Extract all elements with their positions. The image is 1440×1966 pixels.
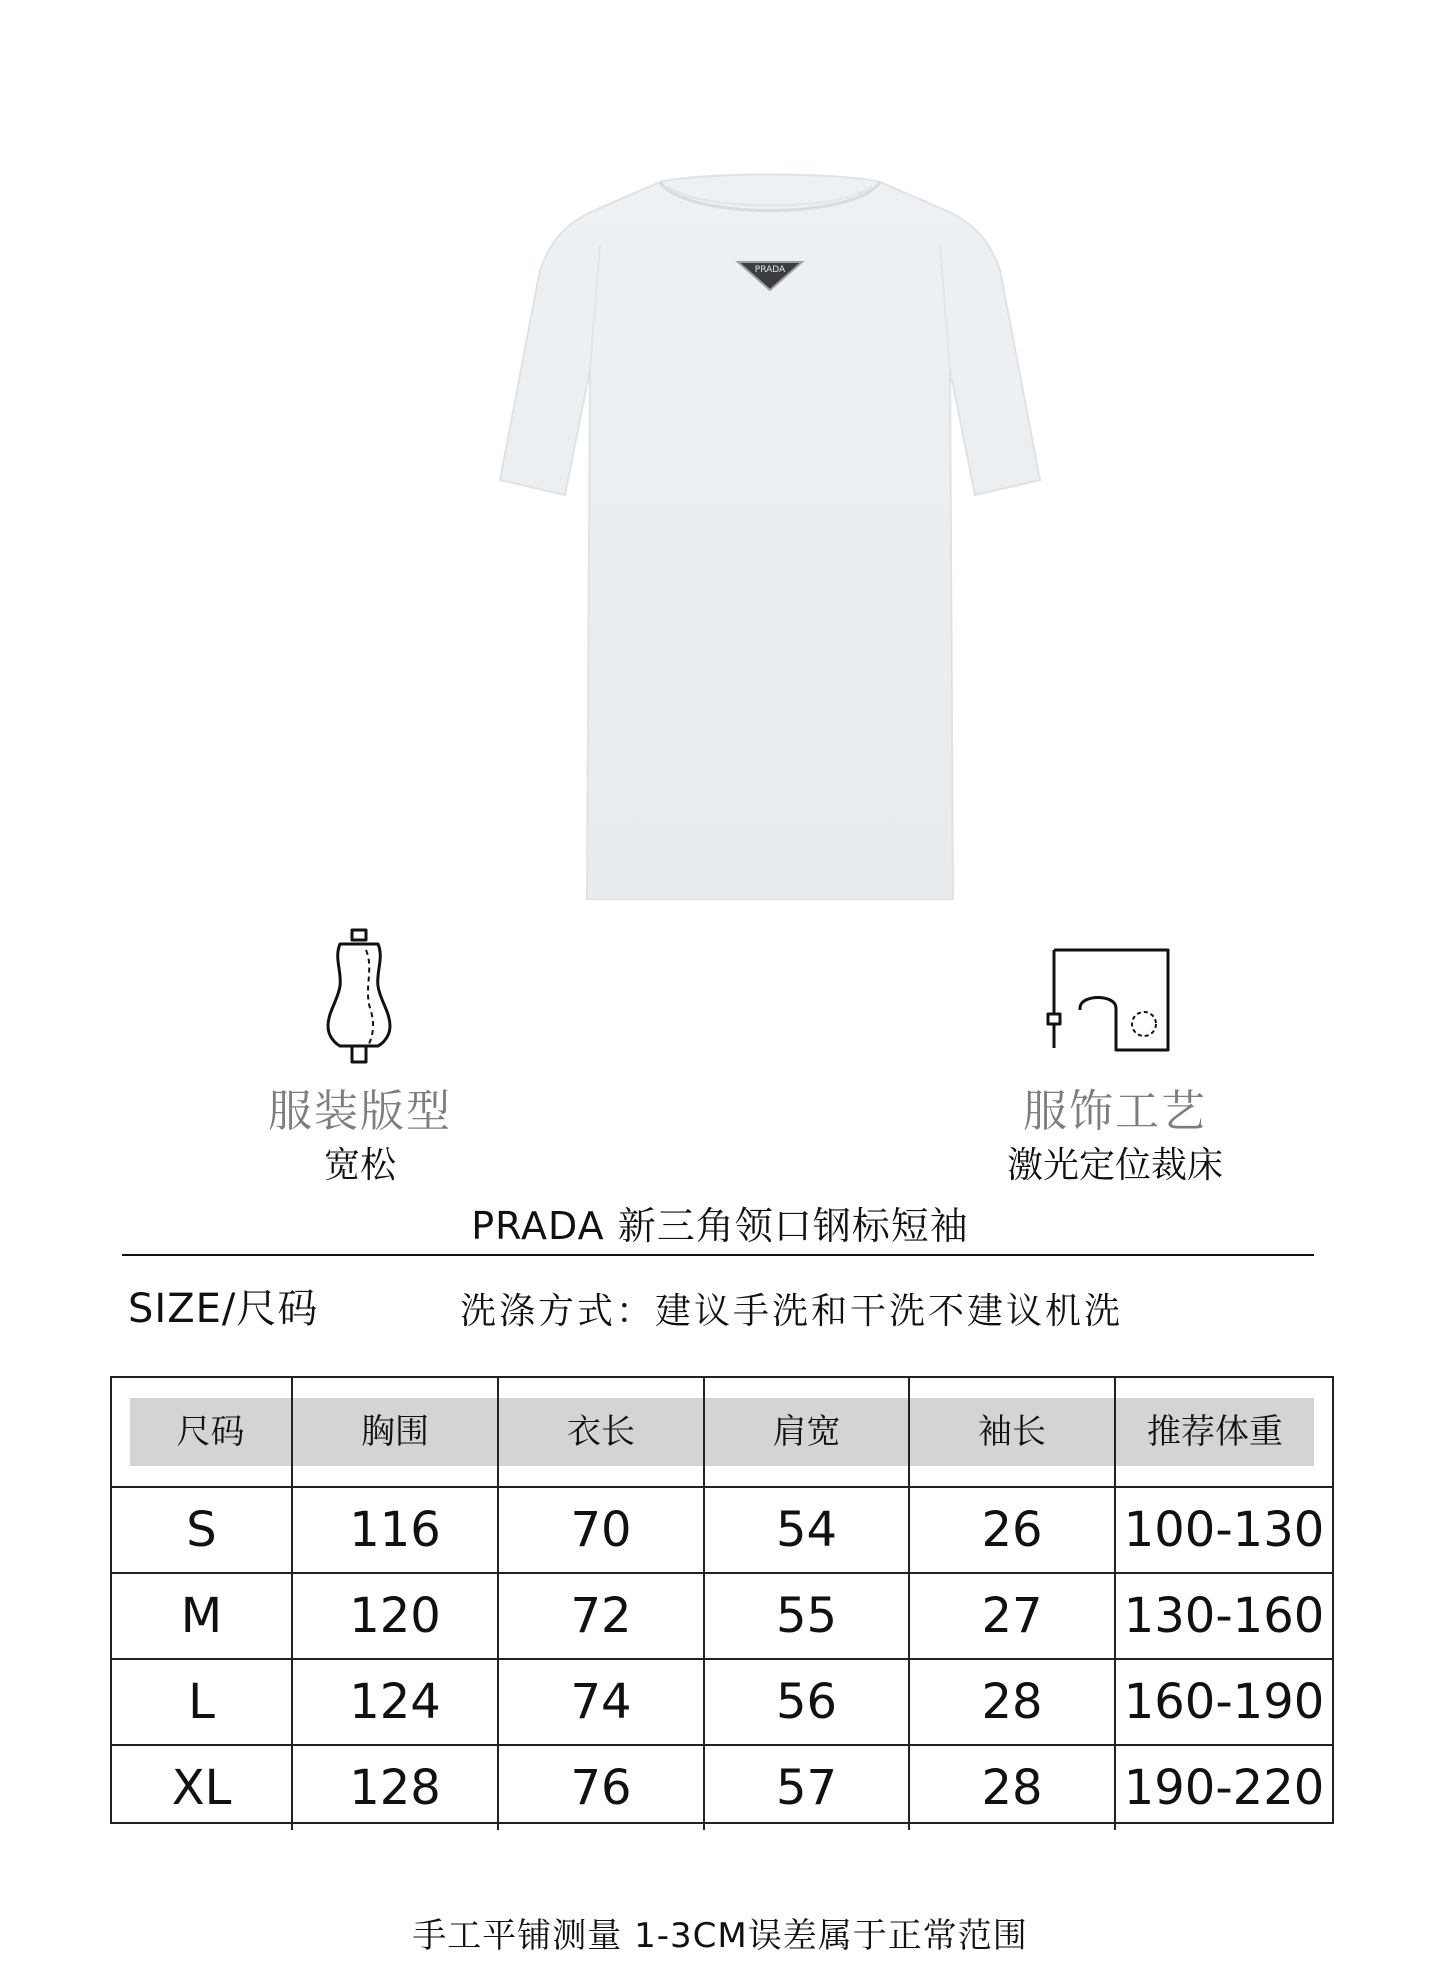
- header-cell: [909, 1378, 1115, 1487]
- header-size: 尺码: [130, 1398, 291, 1466]
- header-length: 衣长: [499, 1398, 703, 1466]
- table-cell: 100-130: [1115, 1487, 1332, 1573]
- table-cell: XL: [112, 1745, 292, 1830]
- table-cell: S: [112, 1487, 292, 1573]
- table-row: [112, 1487, 1332, 1573]
- sewing-machine-icon: [1040, 944, 1180, 1056]
- table-cell: 128: [292, 1745, 498, 1830]
- header-shoulder: 肩宽: [705, 1398, 908, 1466]
- table-cell: 70: [498, 1487, 704, 1573]
- header-sleeve: 袖长: [910, 1398, 1114, 1466]
- product-tshirt-image: [470, 150, 1070, 900]
- header-cell: [1115, 1378, 1332, 1487]
- table-header-row: [112, 1378, 1332, 1487]
- table-cell: 56: [704, 1659, 909, 1745]
- header-cell: [292, 1378, 498, 1487]
- table-cell: 28: [909, 1659, 1115, 1745]
- table-cell: 130-160: [1115, 1573, 1332, 1659]
- table-cell: 124: [292, 1659, 498, 1745]
- table-cell: 28: [909, 1745, 1115, 1830]
- size-table: [110, 1376, 1334, 1824]
- table-cell: 57: [704, 1745, 909, 1830]
- svg-text:PRADA: PRADA: [754, 265, 786, 275]
- table-cell: 54: [704, 1487, 909, 1573]
- craft-value: 激光定位裁床: [1006, 1145, 1223, 1186]
- dress-form-icon: [318, 928, 400, 1068]
- header-weight: 推荐体重: [1116, 1398, 1314, 1466]
- table-cell: 74: [498, 1659, 704, 1745]
- fit-label: 服装版型: [268, 1086, 452, 1137]
- header-cell: [498, 1378, 704, 1487]
- table-cell: 160-190: [1115, 1659, 1332, 1745]
- size-label: SIZE/尺码: [128, 1286, 319, 1332]
- table-cell: 76: [498, 1745, 704, 1830]
- table-row: [112, 1659, 1332, 1745]
- table-cell: 116: [292, 1487, 498, 1573]
- table-cell: L: [112, 1659, 292, 1745]
- header-cell: [112, 1378, 292, 1487]
- product-title: PRADA 新三角领口钢标短袖: [471, 1204, 969, 1248]
- craft-label: 服饰工艺: [1023, 1086, 1207, 1137]
- wash-instructions: 洗涤方式：建议手洗和干洗不建议机洗: [460, 1291, 1124, 1332]
- header-chest: 胸围: [293, 1398, 497, 1466]
- table-cell: 120: [292, 1573, 498, 1659]
- table-cell: 27: [909, 1573, 1115, 1659]
- table-row: [112, 1745, 1332, 1830]
- table-cell: 190-220: [1115, 1745, 1332, 1830]
- table-cell: M: [112, 1573, 292, 1659]
- table-cell: 26: [909, 1487, 1115, 1573]
- measurement-note: 手工平铺测量 1-3CM误差属于正常范围: [412, 1916, 1028, 1956]
- table-cell: 72: [498, 1573, 704, 1659]
- table-cell: 55: [704, 1573, 909, 1659]
- title-divider: [122, 1254, 1314, 1256]
- header-cell: [704, 1378, 909, 1487]
- table-row: [112, 1573, 1332, 1659]
- fit-value: 宽松: [323, 1145, 396, 1186]
